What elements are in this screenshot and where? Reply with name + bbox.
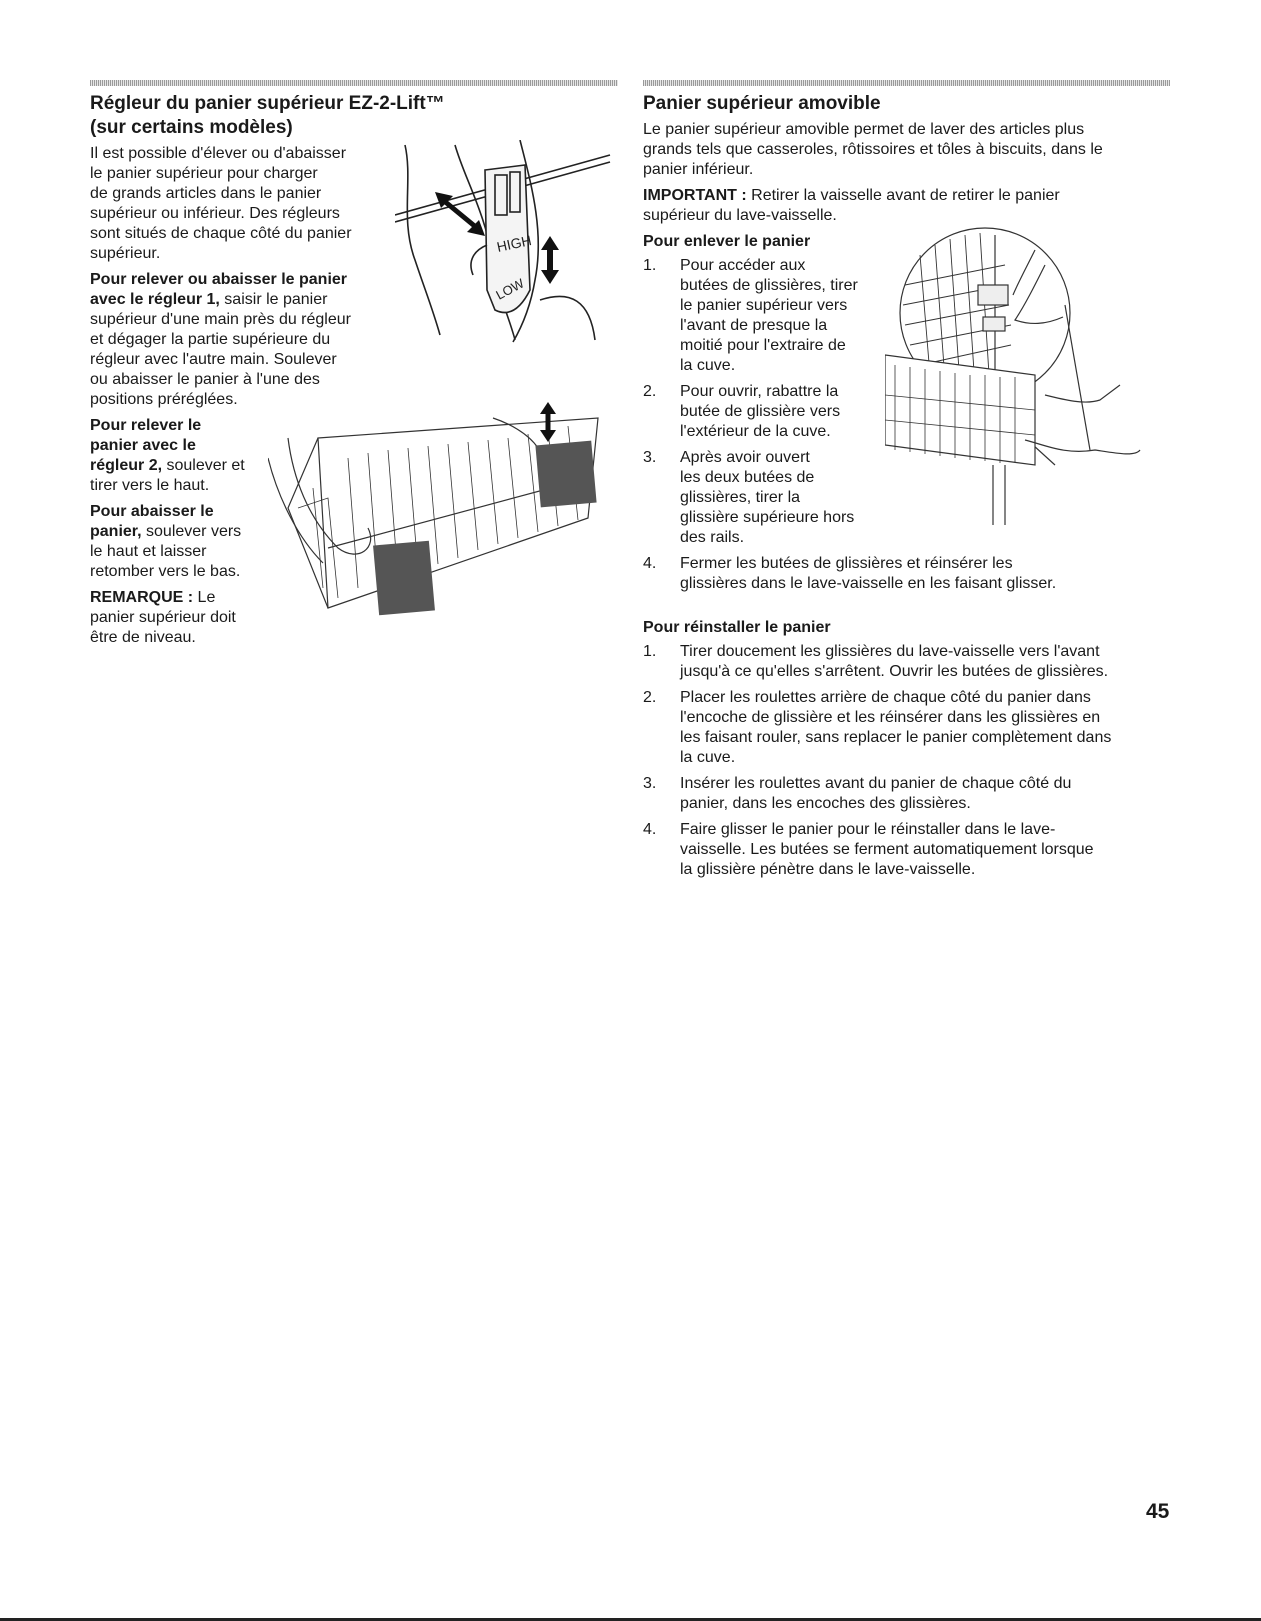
high-label: HIGH [495, 232, 533, 255]
reinstall-step-3: 3. Insérer les roulettes avant du panier de chaque côté du panier, dans les encoches des glissières. [643, 775, 1072, 812]
remove-step-1: 1. Pour accéder aux butées de glissières, tirer le panier supérieur vers l'avant de presque la moitié pour l'extraire de la cuve. [643, 257, 858, 374]
left-intro-paragraph: Il est possible d'élever ou d'abaisser le panier supérieur pour charger de grands articles dans le panier supérieur ou inférieur. Des régleurs sont situés de chaque côté du panier supérieur. [90, 145, 352, 262]
raise-paragraph: Pour relever le panier avec le régleur 2, soulever et tirer vers le haut. [90, 417, 245, 494]
adjuster-illustration [395, 140, 615, 345]
reinstall-step-1: 1. Tirer doucement les glissières du lave-vaisselle vers l'avant jusqu'à ce qu'elles s'arrêtent. Ouvrir les butées de glissières. [643, 643, 1109, 680]
right-heading: Panier supérieur amovible [643, 93, 881, 114]
right-intro-paragraph: Le panier supérieur amovible permet de laver des articles plus grands tels que casseroles, rôtissoires et tôles à biscuits, dans le panier inférieur. [643, 121, 1103, 178]
adjuster1-paragraph: Pour relever ou abaisser le panier avec le régleur 1, saisir le panier supérieur d'une main près du régleur et dégager la partie supérieure du régleur avec l'autre main. Soulever ou abaisser le panier à l'une des positions préréglées. [90, 271, 351, 408]
lower-paragraph: Pour abaisser le panier, soulever vers le haut et laisser retomber vers le bas. [90, 503, 242, 580]
low-label: LOW [493, 275, 527, 303]
remove-step-3: 3. Après avoir ouvert les deux butées de glissières, tirer la glissière supérieure hors des rails. [643, 449, 855, 546]
remove-heading: Pour enlever le panier [643, 233, 811, 250]
section-rule-right [643, 80, 1170, 86]
note-paragraph: REMARQUE : Le panier supérieur doit être de niveau. [90, 589, 236, 646]
page-number: 45 [1146, 1500, 1170, 1523]
reinstall-step-2: 2. Placer les roulettes arrière de chaque côté du panier dans l'encoche de glissière et les réinsérer dans les glissières en les faisant rouler, sans replacer le panier complètement dans la cuve. [643, 689, 1112, 766]
reinstall-steps-list [643, 642, 1173, 880]
rail-stop-illustration [885, 225, 1175, 545]
reinstall-heading: Pour réinstaller le panier [643, 619, 831, 636]
rear-handle [535, 441, 596, 508]
left-heading-line1: Régleur du panier supérieur EZ-2-Lift™ [90, 93, 445, 114]
left-heading-line2: (sur certains modèles) [90, 117, 293, 138]
remove-step-4: 4. Fermer les butées de glissières et réinsérer les glissières dans le lave-vaisselle en les faisant glisser. [643, 555, 1057, 592]
rack-lift-illustration [268, 398, 620, 643]
section-rule-left [90, 80, 618, 86]
important-paragraph: IMPORTANT : Retirer la vaisselle avant de retirer le panier supérieur du lave-vaisselle. [643, 187, 1060, 224]
reinstall-step-4: 4. Faire glisser le panier pour le réinstaller dans le lave- vaisselle. Les butées se ferment automatiquement lorsque la glissière pénètre dans le lave-vaisselle. [643, 821, 1094, 878]
front-handle [373, 541, 435, 616]
vertical-double-arrow-icon [541, 236, 559, 284]
remove-step-2: 2. Pour ouvrir, rabattre la butée de glissière vers l'extérieur de la cuve. [643, 383, 841, 440]
